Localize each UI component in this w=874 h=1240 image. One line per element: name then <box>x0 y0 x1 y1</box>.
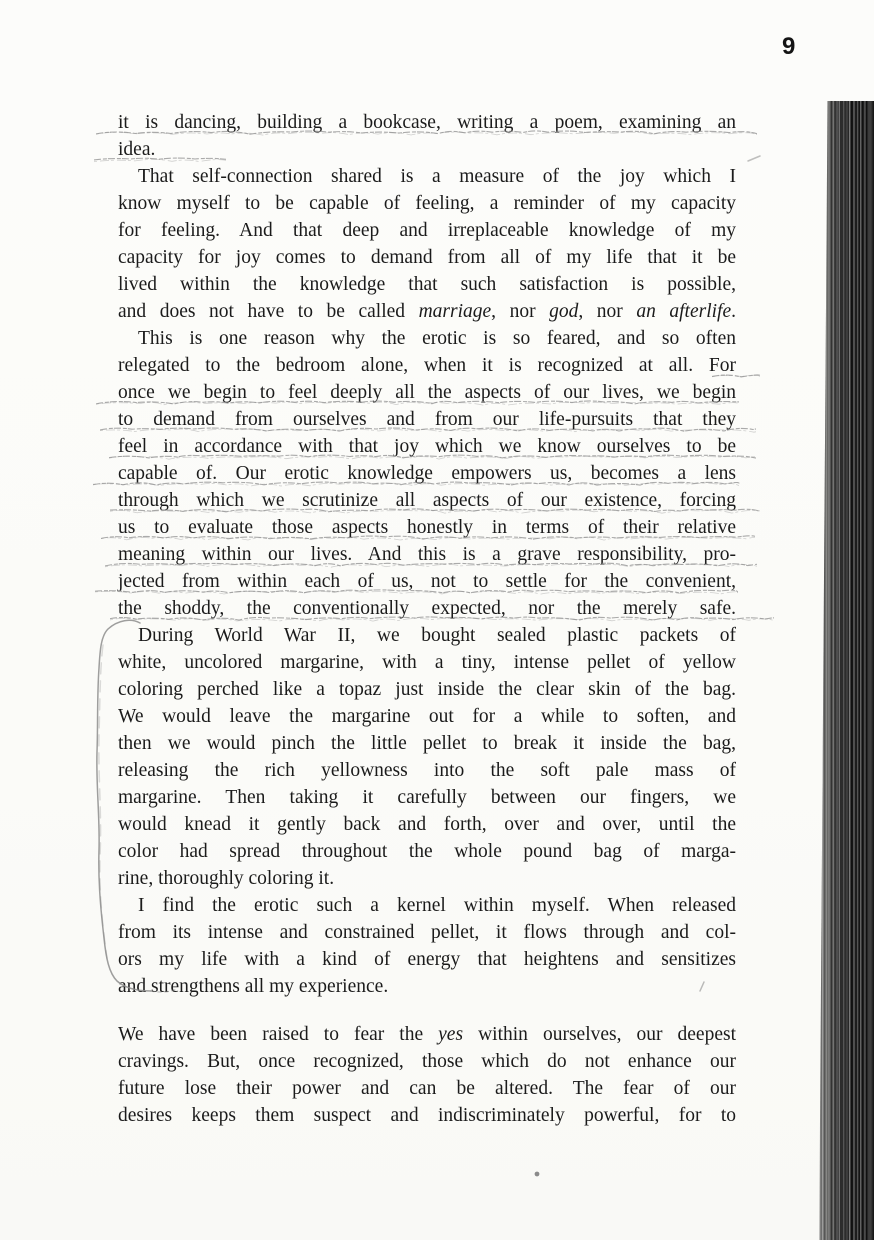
text-line: from its intense and constrained pellet, it flows through and col- <box>118 922 736 943</box>
text-line: would knead it gently back and forth, over and over, until the <box>118 814 736 835</box>
text-line: desires keeps them suspect and indiscriminately powerful, for to <box>118 1105 736 1126</box>
text-line: once we begin to feel deeply all the aspects of our lives, we begin <box>118 379 736 406</box>
text-line: We would leave the margarine out for a while to soften, and <box>118 706 736 727</box>
text-line: releasing the rich yellowness into the soft pale mass of <box>118 760 736 781</box>
page-number: 9 <box>782 33 796 60</box>
italic-text: an afterlife <box>636 301 732 322</box>
text-line: for feeling. And that deep and irreplaceable knowledge of my <box>118 220 736 241</box>
text-line: future lose their power and can be altered. The fear of our <box>118 1078 736 1099</box>
text-line: lived within the knowledge that such satisfaction is possible, <box>118 274 736 295</box>
text-line: ors my life with a kind of energy that heightens and sensitizes <box>118 949 736 970</box>
text-line: relegated to the bedroom alone, when it is recognized at all. For <box>118 352 736 379</box>
text-line: know myself to be capable of feeling, a reminder of my capacity <box>118 193 736 214</box>
text-line: it is dancing, building a bookcase, writing a poem, examining an <box>118 109 736 136</box>
text-line: margarine. Then taking it carefully between our fingers, we <box>118 787 736 808</box>
text-line: This is one reason why the erotic is so feared, and so often <box>138 328 736 349</box>
text-line: jected from within each of us, not to settle for the convenient, <box>118 568 736 595</box>
page-text <box>118 109 736 1129</box>
italic-text: marriage <box>418 301 492 322</box>
text-line: We have been raised to fear the yes within ourselves, our deepest <box>118 1024 736 1045</box>
text-line: feel in accordance with that joy which we know ourselves to be <box>118 433 736 460</box>
text-line: and strengthens all my experience. <box>118 976 389 997</box>
text-line: I find the erotic such a kernel within myself. When released <box>138 895 736 916</box>
text-line: the shoddy, the conventionally expected, nor the merely safe. <box>118 595 736 622</box>
text-line: then we would pinch the little pellet to break it inside the bag, <box>118 733 736 754</box>
text-line: cravings. But, once recognized, those which do not enhance our <box>118 1051 736 1072</box>
text-line: meaning within our lives. And this is a grave responsibility, pro- <box>118 541 736 568</box>
text-line: capacity for joy comes to demand from all of my life that it be <box>118 247 736 268</box>
text-line: During World War II, we bought sealed plastic packets of <box>138 625 736 646</box>
margin-bracket-shadow <box>99 645 107 958</box>
text-line: us to evaluate those aspects honestly in terms of their relative <box>118 514 736 541</box>
text-line: through which we scrutinize all aspects of our existence, forcing <box>118 487 736 514</box>
text-line: white, uncolored margarine, with a tiny, intense pellet of yellow <box>118 652 736 673</box>
text-line: color had spread throughout the whole pound bag of marga- <box>118 841 736 862</box>
italic-text: yes <box>438 1024 464 1045</box>
scanned-book-edge <box>818 101 874 1240</box>
text-line: and does not have to be called marriage, nor god, nor an afterlife. <box>118 301 737 322</box>
text-line: capable of. Our erotic knowledge empowers us, becomes a lens <box>118 460 736 487</box>
text-line: rine, thoroughly coloring it. <box>118 868 335 889</box>
text-line: idea. <box>118 136 736 163</box>
text-line: That self-connection shared is a measure of the joy which I <box>138 166 736 187</box>
stray-dot-bottom <box>535 1172 540 1177</box>
italic-text: god <box>549 301 579 322</box>
text-line: to demand from ourselves and from our life-pursuits that they <box>118 406 736 433</box>
text-line: coloring perched like a topaz just inside the clear skin of the bag. <box>118 679 736 700</box>
stray-dash-top-right <box>748 156 760 161</box>
